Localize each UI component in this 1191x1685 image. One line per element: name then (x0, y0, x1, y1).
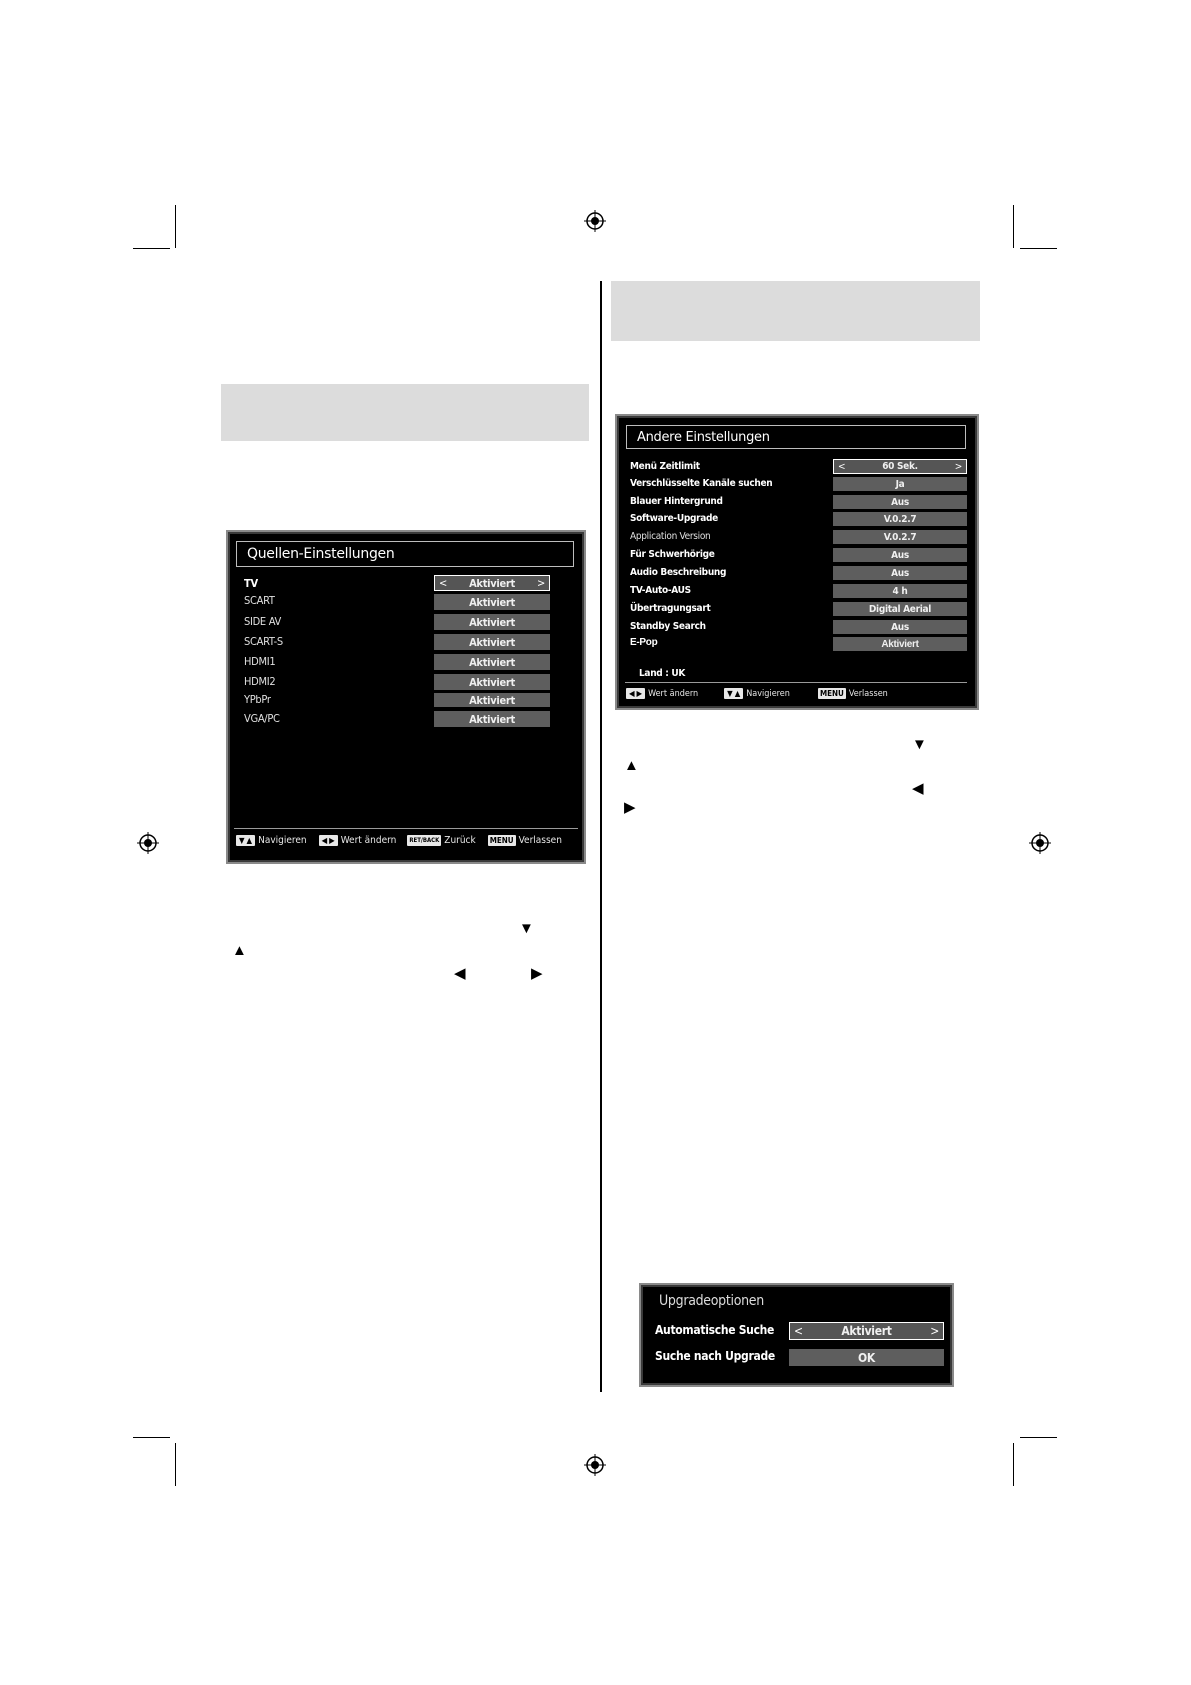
crop-mark (175, 1443, 176, 1486)
row-label: SCART (244, 594, 275, 607)
row-value: 60 Sek. (882, 461, 918, 472)
row-label: E-Pop (630, 637, 658, 648)
row-value: Aktiviert (841, 1324, 892, 1338)
footer-divider (234, 828, 578, 829)
arrow-left-icon: ◀ (912, 780, 924, 797)
other-settings-screen (615, 414, 979, 710)
crop-mark (1020, 248, 1057, 249)
row-value[interactable]: Ja (833, 477, 967, 491)
up-down-key-icon: ▼ ▲ (724, 688, 743, 699)
crop-mark (1020, 1437, 1057, 1438)
row-label: TV-Auto-AUS (630, 585, 691, 596)
row-value[interactable]: Aus (833, 566, 967, 580)
arrow-right-icon: ▶ (531, 965, 543, 982)
upgrade-options-screen (639, 1283, 954, 1387)
row-label: Automatische Suche (655, 1323, 775, 1337)
row-value[interactable]: Aktiviert (434, 654, 550, 670)
screen-title: Andere Einstellungen (626, 425, 966, 449)
chevron-right-icon[interactable]: > (954, 461, 962, 472)
row-label: Für Schwerhörige (630, 549, 715, 560)
row-value[interactable]: Aktiviert (434, 674, 550, 690)
arrow-up-icon: ▲ (624, 757, 639, 774)
row-value-selector[interactable] (434, 575, 550, 591)
row-value[interactable]: Aktiviert (434, 594, 550, 610)
row-value: Aktiviert (469, 576, 515, 590)
row-value-selector[interactable] (833, 459, 967, 474)
row-value[interactable]: Aktiviert (434, 711, 550, 727)
crop-mark (1013, 205, 1014, 248)
row-value[interactable]: V.0.2.7 (833, 530, 967, 544)
arrow-up-icon: ▲ (232, 942, 247, 959)
registration-mark-icon (584, 210, 606, 232)
arrow-down-icon: ▼ (912, 736, 927, 753)
row-label: VGA/PC (244, 712, 280, 725)
footer-change-value: Wert ändern (340, 835, 397, 846)
chevron-left-icon[interactable]: < (794, 1324, 803, 1338)
footer-navigate: Navigieren (258, 835, 307, 846)
chevron-left-icon[interactable]: < (439, 576, 447, 590)
screen-title: Upgradeoptionen (659, 1293, 764, 1309)
arrow-right-icon: ▶ (624, 799, 636, 816)
row-value[interactable]: Aktiviert (833, 637, 967, 651)
crop-mark (175, 205, 176, 248)
row-label: Suche nach Upgrade (655, 1349, 775, 1363)
row-value[interactable]: Aktiviert (434, 693, 550, 707)
row-label: Übertragungsart (630, 603, 711, 614)
row-label: HDMI2 (244, 675, 276, 688)
row-label: Blauer Hintergrund (630, 496, 723, 507)
registration-mark-icon (137, 832, 159, 854)
row-value[interactable]: Digital Aerial (833, 602, 967, 616)
column-divider (600, 281, 602, 1392)
registration-mark-icon (584, 1454, 606, 1476)
footer-exit: Verlassen (518, 835, 562, 846)
screen-title: Quellen-Einstellungen (236, 541, 574, 567)
footer-change-value: Wert ändern (648, 688, 699, 699)
country-label: Land : UK (639, 668, 686, 679)
row-label: Menü Zeitlimit (630, 461, 700, 472)
row-label: Standby Search (630, 621, 706, 632)
menu-footer (626, 688, 966, 699)
left-right-key-icon: ◀ ▶ (626, 688, 645, 699)
row-label: Software-Upgrade (630, 513, 718, 524)
row-label: YPbPr (244, 693, 271, 706)
menu-key-icon: MENU (819, 689, 844, 698)
left-right-key-icon: ◀ ▶ (319, 835, 338, 846)
row-value[interactable]: 4 h (833, 584, 967, 598)
chevron-right-icon[interactable]: > (537, 576, 545, 590)
source-settings-screen (226, 530, 586, 864)
registration-mark-icon (1029, 832, 1051, 854)
row-value[interactable]: Aus (833, 620, 967, 634)
row-value[interactable]: Aus (833, 548, 967, 562)
crop-mark (133, 248, 170, 249)
section-heading-bar (221, 384, 589, 441)
up-down-key-icon: ▼ ▲ (236, 835, 255, 846)
menu-footer (236, 835, 576, 846)
row-label: SCART-S (244, 635, 283, 648)
row-label: Verschlüsselte Kanäle suchen (630, 478, 773, 489)
footer-exit: Verlassen (848, 688, 888, 699)
footer-navigate: Navigieren (746, 688, 790, 699)
menu-key-icon: MENU (489, 836, 514, 845)
row-label: Application Version (630, 531, 711, 542)
back-key-icon: RET/BACK (409, 837, 440, 844)
row-value[interactable]: Aktiviert (434, 614, 550, 630)
row-label: HDMI1 (244, 655, 276, 668)
row-label: SIDE AV (244, 615, 281, 628)
row-label: TV (244, 577, 258, 590)
section-heading-bar (611, 281, 980, 341)
row-value[interactable]: OK (789, 1349, 944, 1366)
arrow-left-icon: ◀ (454, 965, 466, 982)
footer-back: Zurück (444, 835, 476, 846)
arrow-down-icon: ▼ (519, 920, 534, 937)
row-value[interactable]: Aktiviert (434, 634, 550, 650)
row-value[interactable]: Aus (833, 495, 967, 509)
chevron-left-icon[interactable]: < (838, 461, 846, 472)
chevron-right-icon[interactable]: > (930, 1324, 939, 1338)
row-value[interactable]: V.0.2.7 (833, 512, 967, 526)
row-value-selector[interactable] (789, 1322, 944, 1340)
crop-mark (1013, 1443, 1014, 1486)
crop-mark (133, 1437, 170, 1438)
footer-divider (625, 682, 967, 683)
row-label: Audio Beschreibung (630, 567, 727, 578)
